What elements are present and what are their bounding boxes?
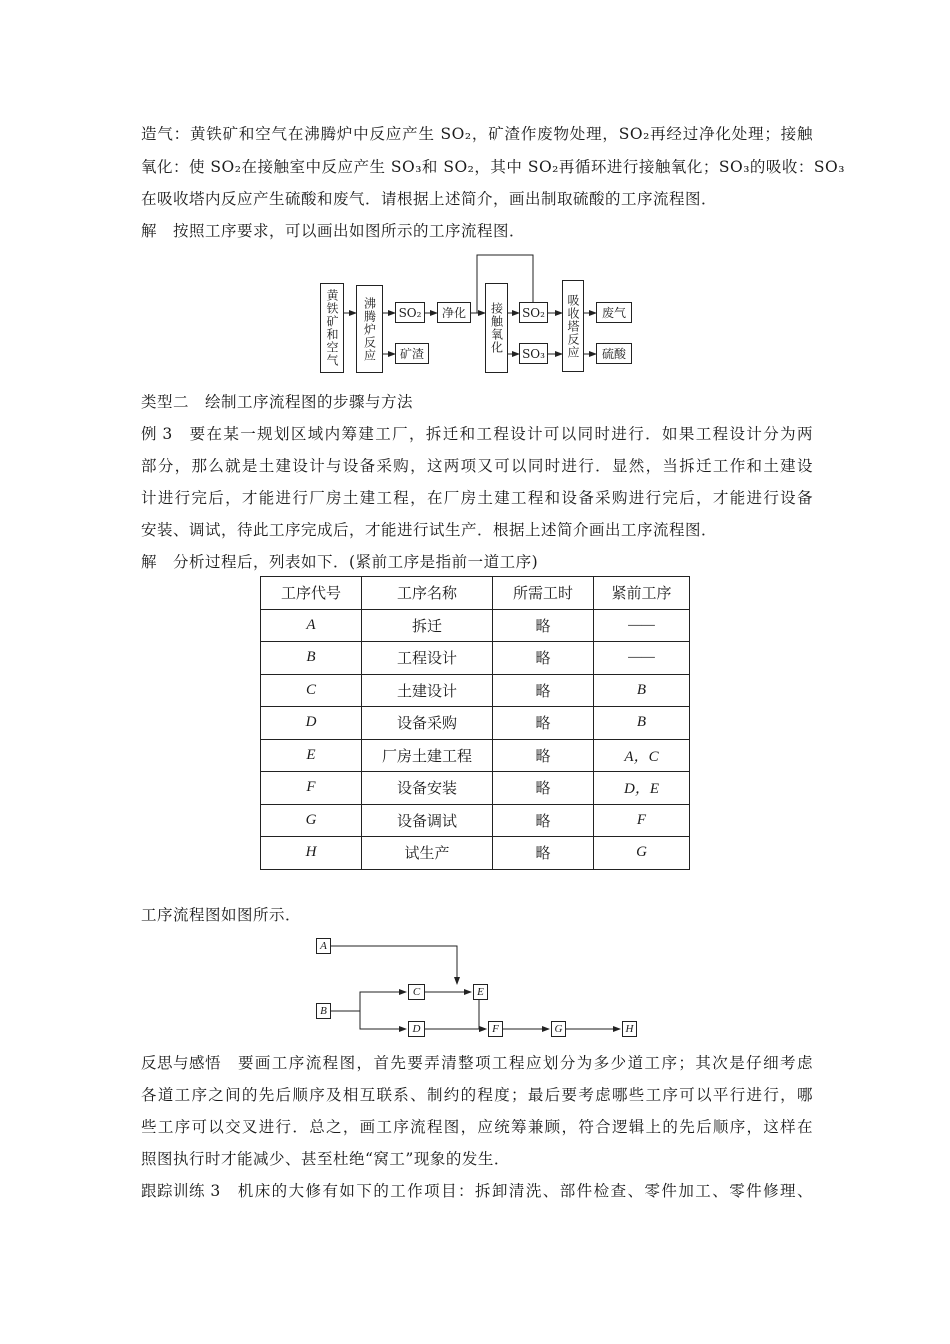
node-so2-recycle: SO₂ — [519, 302, 548, 323]
node-contact-oxidation: 接触氧化 — [485, 283, 508, 373]
header-name: 工序名称 — [362, 577, 493, 610]
node-c: C — [408, 984, 425, 1000]
node-pyrite-air: 黄铁矿和空气 — [320, 283, 344, 373]
solution-label: 解 — [141, 553, 158, 571]
reflection-line-1: 反思与感悟 要画工序流程图，首先要弄清整项工程应划分为多少道工序；其次是仔细考虑 — [141, 1054, 813, 1072]
example-label: 例 3 — [141, 425, 173, 443]
training-label: 跟踪训练 3 — [141, 1182, 221, 1200]
solution-text: 分析过程后，列表如下．(紧前工序是指前一道工序) — [173, 553, 539, 571]
example-line-4: 安装、调试，待此工序完成后，才能进行试生产．根据上述简介画出工序流程图． — [141, 521, 718, 539]
example-line-2: 部分，那么就是土建设计与设备采购，这两项又可以同时进行．显然，当拆迁工作和土建设 — [141, 457, 813, 475]
reflection-line-3: 些工序可以交叉进行．总之，画工序流程图，应统筹兼顾，符合逻辑上的先后顺序，这样在 — [141, 1118, 813, 1136]
node-absorption-tower: 吸收塔反应 — [562, 280, 584, 372]
node-boiling-furnace: 沸腾炉反应 — [356, 285, 383, 373]
flow2-caption: 工序流程图如图所示． — [141, 906, 302, 924]
intro-line-2: 氧化：使 SO₂在接触室中反应产生 SO₃和 SO₂，其中 SO₂再循环进行接触氧化；SO₃的吸收：SO₃ — [141, 158, 845, 176]
node-so3: SO₃ — [519, 343, 548, 364]
example-line-1: 例 3 要在某一规划区域内筹建工厂，拆迁和工程设计可以同时进行．如果工程设计分为两 — [141, 425, 813, 443]
example-line-3: 计进行完后，才能进行厂房土建工程，在厂房土建工程和设备采购进行完后，才能进行设备 — [141, 489, 813, 507]
node-waste-gas: 废气 — [596, 302, 632, 323]
node-h: H — [622, 1021, 637, 1037]
solution-text: 按照工序要求，可以画出如图所示的工序流程图． — [173, 222, 526, 240]
table-row: F 设备安装 略 D，E — [261, 772, 690, 805]
reflection-label: 反思与感悟 — [141, 1054, 222, 1072]
node-purify: 净化 — [437, 302, 471, 323]
reflection-line-4: 照图执行时才能减少、甚至杜绝“窝工”现象的发生． — [141, 1150, 510, 1168]
reflection-line-2: 各道工序之间的先后顺序及相互联系、制约的程度；最后要考虑哪些工序可以平行进行，哪 — [141, 1086, 813, 1104]
node-sulfuric-acid: 硫酸 — [596, 343, 632, 364]
node-slag: 矿渣 — [395, 343, 429, 364]
node-so2: SO₂ — [395, 302, 425, 323]
intro-line-1: 造气：黄铁矿和空气在沸腾炉中反应产生 SO₂，矿渣作废物处理，SO₂再经过净化处理；接触 — [141, 125, 813, 143]
header-time: 所需工时 — [493, 577, 594, 610]
section-title: 类型二 绘制工序流程图的步骤与方法 — [141, 393, 414, 411]
node-d: D — [408, 1021, 425, 1037]
table-row: C 土建设计 略 B — [261, 674, 690, 707]
header-code: 工序代号 — [261, 577, 362, 610]
table-row: H 试生产 略 G — [261, 837, 690, 870]
table-row: E 厂房土建工程 略 A，C — [261, 739, 690, 772]
solution-label: 解 — [141, 222, 158, 240]
table-row: G 设备调试 略 F — [261, 804, 690, 837]
intro-line-3: 在吸收塔内反应产生硫酸和废气．请根据上述简介，画出制取硫酸的工序流程图． — [141, 190, 718, 208]
table-row: A 拆迁 略 —— — [261, 609, 690, 642]
node-a: A — [316, 938, 331, 954]
training-line-1: 跟踪训练 3 机床的大修有如下的工作项目：拆卸清洗、部件检查、零件加工、零件修理、 — [141, 1182, 813, 1200]
node-f: F — [488, 1021, 503, 1037]
header-predecessor: 紧前工序 — [594, 577, 690, 610]
table-row: B 工程设计 略 —— — [261, 642, 690, 675]
table-row: D 设备采购 略 B — [261, 707, 690, 740]
node-g: G — [551, 1021, 566, 1037]
node-e: E — [473, 984, 488, 1000]
node-b: B — [316, 1003, 331, 1019]
